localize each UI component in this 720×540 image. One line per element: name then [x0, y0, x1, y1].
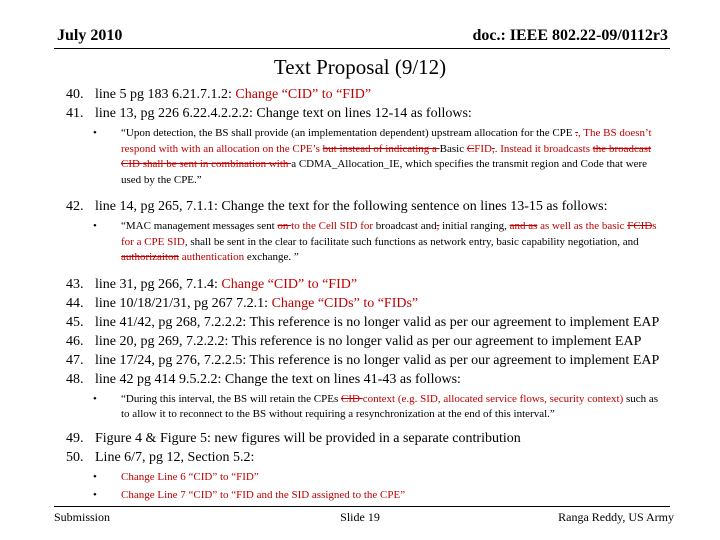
proposal-list — [66, 85, 666, 506]
deleted-text: CID — [340, 392, 363, 405]
footer-submission: Submission — [54, 510, 111, 524]
item-46 — [66, 332, 666, 351]
deleted-text: C — [466, 142, 475, 155]
inserted-text: authentication — [179, 251, 245, 263]
inserted-text: Change Line 7 “CID” to “FID and the SID assigned to the CPE” — [121, 489, 406, 501]
item-41-bullet — [66, 126, 666, 188]
item-text: Figure 4 & Figure 5: new figures will be provided in a separate contribution — [95, 430, 521, 446]
item-text: line 17/24, pg 276, 7.2.2.5: This reference is no longer valid as per our agreement to implement EAP — [95, 352, 660, 368]
deleted-text: , — [436, 220, 440, 232]
item-49 — [66, 429, 666, 448]
bullet-glyph: • — [93, 470, 97, 483]
header-date: July 2010 — [57, 27, 123, 44]
item-42-bullet — [66, 219, 666, 266]
deleted-text: but instead of indicating a — [322, 142, 440, 155]
inserted-text: , The BS doesn’t respond with with an allocation on the CPE’s — [121, 127, 652, 155]
item-change: Change “CIDs” to “FIDs” — [271, 295, 419, 311]
deleted-text: . — [575, 127, 578, 139]
item-text: line 20, pg 269, 7.2.2.2: This reference is no longer valid as per our agreement to implement EAP — [95, 333, 642, 349]
item-43 — [66, 275, 666, 294]
item-number: 42. — [66, 199, 84, 214]
deleted-text: authorizaiton — [121, 251, 180, 263]
inserted-text: as well as the basic — [537, 220, 628, 232]
item-text: line 31, pg 266, 7.1.4: — [95, 276, 222, 292]
bullet-text: initial ranging, — [439, 220, 510, 232]
item-number: 44. — [66, 295, 84, 311]
header-doc-id: doc.: IEEE 802.22-09/0112r3 — [472, 27, 668, 44]
item-change: Change “CID” to “FID” — [235, 87, 372, 102]
item-50-bullet-a — [66, 470, 666, 486]
deleted-text: and as — [509, 220, 538, 232]
bullet-text: , shall be sent in the clear to facilitate such functions as network entry, basic capability negotiation, and — [184, 235, 639, 248]
bullet-glyph: • — [93, 220, 97, 232]
deleted-text: on — [277, 220, 292, 232]
bullet-glyph: • — [93, 127, 97, 139]
inserted-text: context (e.g. SID, allocated service flows, security context) — [362, 392, 624, 405]
item-50-bullet-b — [66, 488, 666, 504]
bullet-glyph: • — [93, 392, 97, 405]
footer-author: Ranga Reddy, US Army — [558, 510, 674, 524]
item-47 — [66, 351, 666, 370]
inserted-text: Change Line 6 “CID” to “FID” — [121, 470, 259, 483]
item-40 — [66, 85, 666, 104]
item-number: 49. — [66, 430, 84, 446]
bullet-text: Basic — [439, 142, 467, 155]
deleted-text: FCID — [627, 220, 653, 232]
item-42 — [66, 197, 666, 216]
item-text: line 5 pg 183 6.21.7.1.2: — [95, 87, 236, 102]
item-48 — [66, 370, 666, 389]
bullet-text: a CDMA_Allocation_IE, which specifies the transmit region and Code that were used by the CPE.” — [121, 158, 648, 186]
item-number: 41. — [66, 106, 84, 121]
footer-rule — [54, 506, 670, 507]
item-number: 50. — [66, 449, 84, 465]
inserted-text: s for a CPE SID — [121, 220, 657, 248]
bullet-text: “MAC management messages sent — [121, 220, 278, 232]
item-number: 46. — [66, 333, 84, 349]
header-rule — [54, 48, 670, 49]
item-text: line 13, pg 226 6.22.4.2.2.2: Change text on lines 12-14 as follows: — [95, 106, 472, 121]
deleted-text: the broadcast CID shall be sent in combination with — [121, 142, 652, 170]
inserted-text: FID — [474, 142, 492, 155]
item-text: line 10/18/21/31, pg 267 7.2.1: — [95, 295, 272, 311]
bullet-text: such as to allow it to reconnect to the BS without requiring a resynchronization at the end of this interval.” — [121, 392, 659, 420]
inserted-text: to the Cell SID for — [291, 220, 376, 232]
item-45 — [66, 313, 666, 332]
item-number: 48. — [66, 371, 84, 387]
item-text: Line 6/7, pg 12, Section 5.2: — [95, 449, 255, 465]
item-number: 40. — [66, 87, 84, 102]
bullet-text: “During this interval, the BS will retain the CPEs — [121, 392, 341, 405]
footer-slide-number: Slide 19 — [340, 510, 380, 524]
item-text: line 14, pg 265, 7.1.1: Change the text for the following sentence on lines 13-15 as follows: — [95, 199, 608, 214]
deleted-text: , — [491, 142, 495, 155]
item-number: 45. — [66, 314, 84, 330]
item-number: 43. — [66, 276, 84, 292]
item-41 — [66, 104, 666, 123]
item-number: 47. — [66, 352, 84, 368]
item-text: line 41/42, pg 268, 7.2.2.2: This reference is no longer valid as per our agreement to implement EAP — [95, 314, 660, 330]
bullet-text: “Upon detection, the BS shall provide (an implementation dependent) upstream allocation for the CPE — [121, 127, 573, 139]
bullet-text: broadcast and — [375, 220, 437, 232]
bullet-glyph: • — [93, 489, 97, 501]
page-title: Text Proposal (9/12) — [273, 55, 447, 79]
item-text: line 42 pg 414 9.5.2.2: Change the text on lines 41-43 as follows: — [95, 371, 461, 387]
item-44 — [66, 294, 666, 313]
inserted-text: . Instead it broadcasts — [494, 142, 593, 155]
item-change: Change “CID” to “FID” — [221, 276, 358, 292]
bullet-text: exchange. ” — [244, 251, 299, 263]
item-48-bullet — [66, 392, 666, 423]
item-50 — [66, 448, 666, 467]
